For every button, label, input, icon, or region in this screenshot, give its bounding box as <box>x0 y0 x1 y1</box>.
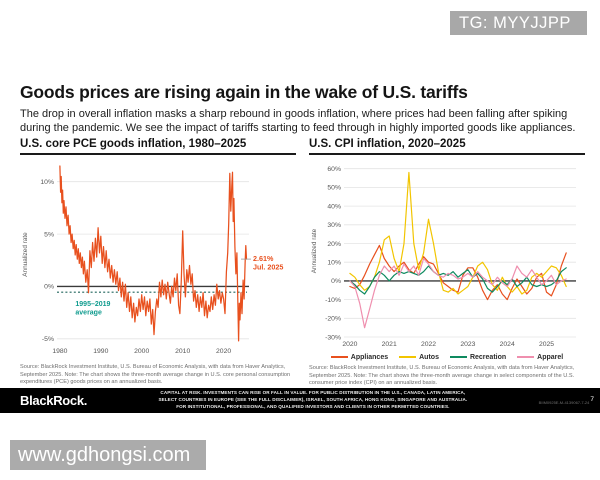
chart-title-pce: U.S. core PCE goods inflation, 1980–2025 <box>20 138 296 155</box>
url-watermark-label: www.gdhongsi.com <box>18 443 191 466</box>
svg-text:2000: 2000 <box>134 348 150 355</box>
slide-header <box>20 82 582 136</box>
svg-text:2021: 2021 <box>381 341 397 348</box>
url-watermark <box>10 440 206 470</box>
page-subtitle: The drop in overall inflation masks a sharp rebound in goods inflation, where prices had been falling after spiking during the pandemic. We see the impact of tariffs starting to feed through in highly imported goods like appliances. <box>20 108 576 135</box>
average-line-label: 1995–2019 average <box>75 300 111 317</box>
legend-item-apparel <box>517 354 563 361</box>
footer-bar <box>0 388 600 413</box>
series-line-apparel <box>350 259 566 328</box>
svg-text:Annualized rate: Annualized rate <box>22 232 29 277</box>
legend-swatch <box>399 356 416 358</box>
chart-source-cpi: Source: BlackRock Investment Institute, U.S. Bureau of Economic Analysis, with data from Haver Analytics, September 2025. Note: The chart shows the three-month average change in select components of the U.S. consumer price index (CPI) on an annualized basis. <box>309 365 575 387</box>
footer-page-number: 7 <box>590 396 594 403</box>
svg-text:Annualized rate: Annualized rate <box>311 228 318 274</box>
svg-text:-20%: -20% <box>325 315 341 323</box>
legend-item-autos <box>399 354 439 361</box>
svg-text:2010: 2010 <box>175 348 191 355</box>
svg-text:5%: 5% <box>44 231 54 239</box>
svg-text:30%: 30% <box>327 222 341 230</box>
footer-disclaimer <box>87 390 539 411</box>
page-title: Goods prices are rising again in the wake of U.S. tariffs <box>20 82 468 102</box>
svg-text:1990: 1990 <box>93 348 109 355</box>
svg-text:40%: 40% <box>327 203 341 211</box>
chart-title-cpi: U.S. CPI inflation, 2020–2025 <box>309 138 585 155</box>
svg-text:-30%: -30% <box>325 334 341 342</box>
svg-text:10%: 10% <box>40 179 54 186</box>
tg-badge <box>450 11 587 35</box>
footer-disclaimer-line: FOR INSTITUTIONAL, PROFESSIONAL, AND QUALIFIED INVESTORS AND CLIENTS IN OTHER PERMITTED COUNTRIES. <box>176 403 450 409</box>
svg-text:20%: 20% <box>327 240 341 248</box>
footer-doc-code: BIIM0925E-M-4139067-7-24 <box>538 400 590 405</box>
cpi-legend <box>309 351 585 363</box>
svg-text:0%: 0% <box>44 283 54 291</box>
legend-item-recreation <box>450 354 506 361</box>
legend-label: Autos <box>419 353 439 361</box>
svg-text:10%: 10% <box>327 259 341 267</box>
legend-label: Appliances <box>350 353 389 361</box>
legend-swatch <box>517 356 534 358</box>
chart-panel-cpi <box>309 138 585 388</box>
svg-text:2020: 2020 <box>216 348 232 355</box>
legend-label: Recreation <box>469 353 507 361</box>
svg-text:0%: 0% <box>331 278 341 286</box>
tg-badge-label: TG: MYYJJPP <box>459 13 571 32</box>
blackrock-logo: BlackRock. <box>20 393 88 408</box>
svg-text:2024: 2024 <box>499 341 515 348</box>
chart-svg-pce <box>20 157 295 362</box>
chart-source-pce: Source: BlackRock Investment Institute, U.S. Bureau of Economic Analysis, with data from Haver Analytics, September 2025. Note: The chart shows the three-month average change in U.S. core personal consumption expenditures (PCE) goods prices on an annualized basis. <box>20 364 291 386</box>
legend-label: Apparel <box>537 353 564 361</box>
svg-text:2022: 2022 <box>420 341 437 348</box>
svg-text:2020: 2020 <box>342 341 358 348</box>
legend-swatch <box>450 356 467 358</box>
svg-text:-10%: -10% <box>325 296 341 304</box>
chart-svg-cpi <box>309 157 584 353</box>
svg-text:60%: 60% <box>327 166 341 173</box>
footer-disclaimer-line: CAPITAL AT RISK. INVESTMENTS CAN RISE OR FALL IN VALUE. FOR PUBLIC DISTRIBUTION IN THE U.S., CANADA, LATIN AMERICA, <box>160 390 466 396</box>
chart-panel-pce <box>20 138 296 387</box>
legend-swatch <box>331 356 348 358</box>
series-line-autos <box>350 173 566 295</box>
legend-item-appliances <box>331 354 388 361</box>
svg-text:2025: 2025 <box>538 341 555 348</box>
svg-text:50%: 50% <box>327 184 341 192</box>
svg-text:2023: 2023 <box>460 341 476 348</box>
svg-text:-5%: -5% <box>41 336 54 344</box>
latest-value-annotation: 2.61% Jul. 2025 <box>253 254 284 272</box>
footer-right <box>539 396 594 405</box>
footer-disclaimer-line: SELECT COUNTRIES IN EUROPE (SEE THE FULL DISCLAIMER), ISRAEL, SOUTH AFRICA, HONG KONG, SINGAPORE AND AUSTRALIA. <box>158 397 468 403</box>
svg-text:1980: 1980 <box>52 348 68 355</box>
